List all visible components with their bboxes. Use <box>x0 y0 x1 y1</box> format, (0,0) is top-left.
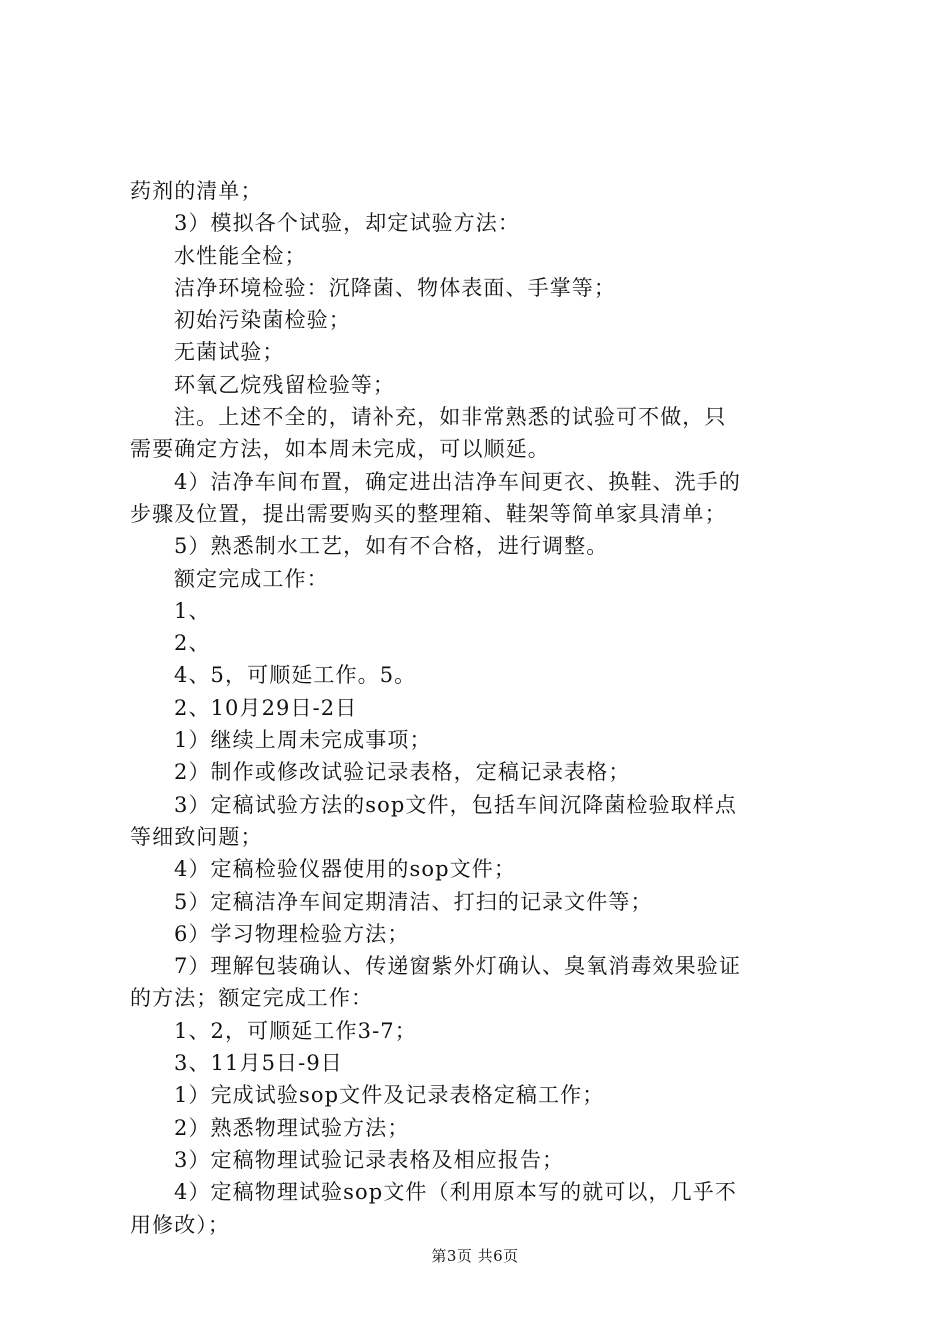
text-line: 环氧乙烷残留检验等； <box>174 372 395 397</box>
text-line: 4、5，可顺延工作。5。 <box>174 663 417 688</box>
text-line: 额定完成工作： <box>174 566 329 591</box>
text-line: 7）理解包装确认、传递窗紫外灯确认、臭氧消毒效果验证 <box>174 954 741 979</box>
text-line: 2、 <box>174 631 211 656</box>
text-line: 水性能全检； <box>174 243 307 268</box>
document-body <box>130 175 830 1241</box>
text-line: 4）定稿物理试验sop文件（利用原本写的就可以，几乎不 <box>174 1180 737 1205</box>
text-line: 无菌试验； <box>174 340 285 365</box>
text-line: 2、10月29日-2日 <box>174 695 358 720</box>
text-line: 2）熟悉物理试验方法； <box>174 1115 410 1140</box>
text-line: 1、2，可顺延工作3-7； <box>174 1018 417 1043</box>
text-line: 的方法；额定完成工作： <box>130 986 374 1011</box>
text-line: 4）洁净车间布置，确定进出洁净车间更衣、换鞋、洗手的 <box>174 469 741 494</box>
text-line: 5）定稿洁净车间定期清洁、打扫的记录文件等； <box>174 889 653 914</box>
text-line: 注。上述不全的，请补充，如非常熟悉的试验可不做，只 <box>174 405 727 430</box>
text-line: 3）定稿物理试验记录表格及相应报告； <box>174 1147 565 1172</box>
text-line: 药剂的清单； <box>130 179 263 203</box>
text-line: 6）学习物理检验方法； <box>174 921 410 946</box>
text-line: 等细致问题； <box>130 824 263 849</box>
text-line: 3、11月5日-9日 <box>174 1051 343 1076</box>
text-line: 用修改）； <box>130 1212 230 1237</box>
text-line: 3）模拟各个试验，却定试验方法： <box>174 211 520 236</box>
page-number-label: 第3页 共6页 <box>431 1247 519 1265</box>
text-line: 1、 <box>174 598 211 623</box>
text-line: 2）制作或修改试验记录表格，定稿记录表格； <box>174 760 631 785</box>
text-line: 洁净环境检验：沉降菌、物体表面、手掌等； <box>174 275 616 300</box>
text-line: 初始污染菌检验； <box>174 308 351 333</box>
text-line: 3）定稿试验方法的sop文件，包括车间沉降菌检验取样点 <box>174 792 737 817</box>
text-line: 1）继续上周未完成事项； <box>174 728 432 753</box>
text-line: 步骤及位置，提出需要购买的整理箱、鞋架等简单家具清单； <box>130 501 727 526</box>
page-footer <box>0 1245 950 1266</box>
text-line: 需要确定方法，如本周未完成，可以顺延。 <box>130 437 550 462</box>
text-line: 1）完成试验sop文件及记录表格定稿工作； <box>174 1083 605 1108</box>
text-line: 5）熟悉制水工艺，如有不合格，进行调整。 <box>174 534 609 559</box>
text-line: 4）定稿检验仪器使用的sop文件； <box>174 857 516 882</box>
